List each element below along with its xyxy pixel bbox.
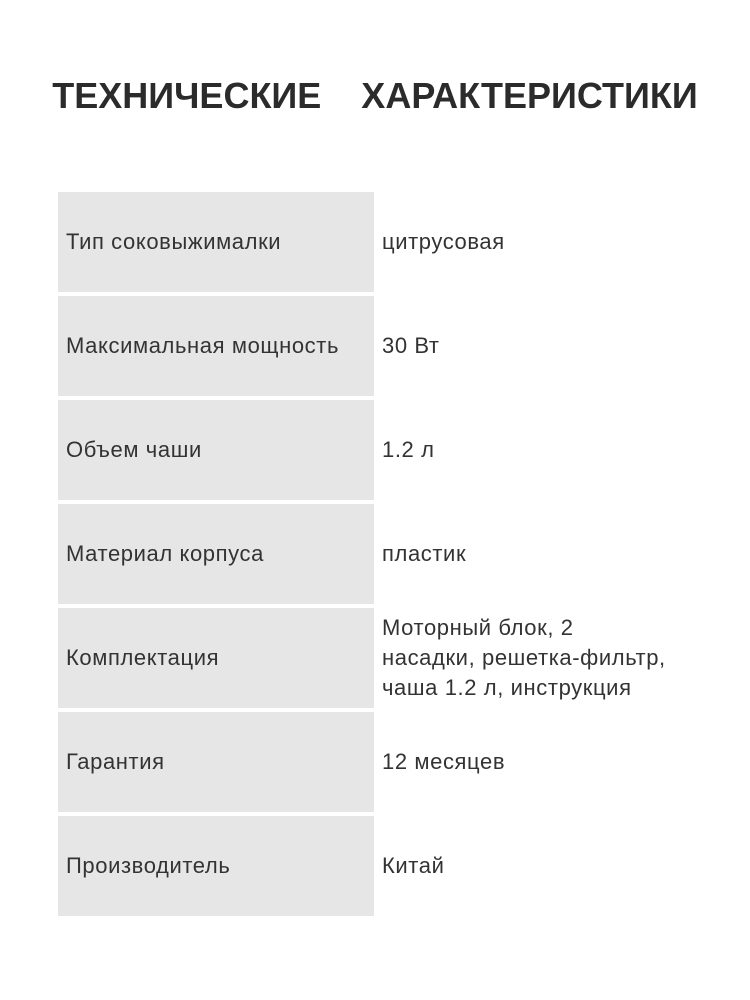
spec-label: Гарантия [58,712,374,812]
spec-row-bowl-volume [58,400,718,500]
spec-value: цитрусовая [382,229,505,254]
spec-label: Производитель [58,816,374,916]
spec-row-juicer-type [58,192,718,292]
spec-label: Объем чаши [58,400,374,500]
spec-label: Комплектация [58,608,374,708]
spec-value: Моторный блок, 2 насадки, решетка-фильтр, чаша 1.2 л, инструкция [382,615,666,700]
spec-value: 30 Вт [382,333,440,358]
spec-value: Китай [382,853,445,878]
spec-row-max-power [58,296,718,396]
spec-table [58,192,718,920]
spec-value: 12 месяцев [382,749,506,774]
spec-row-body-material [58,504,718,604]
spec-row-warranty [58,712,718,812]
spec-value: 1.2 л [382,437,435,462]
spec-row-manufacturer [58,816,718,916]
spec-row-package-contents [58,608,718,708]
spec-label: Тип соковыжималки [58,192,374,292]
spec-label: Максимальная мощность [58,296,374,396]
page-title: ТЕХНИЧЕСКИЕ ХАРАКТЕРИСТИКИ [52,75,698,116]
spec-value: пластик [382,541,467,566]
spec-label: Материал корпуса [58,504,374,604]
